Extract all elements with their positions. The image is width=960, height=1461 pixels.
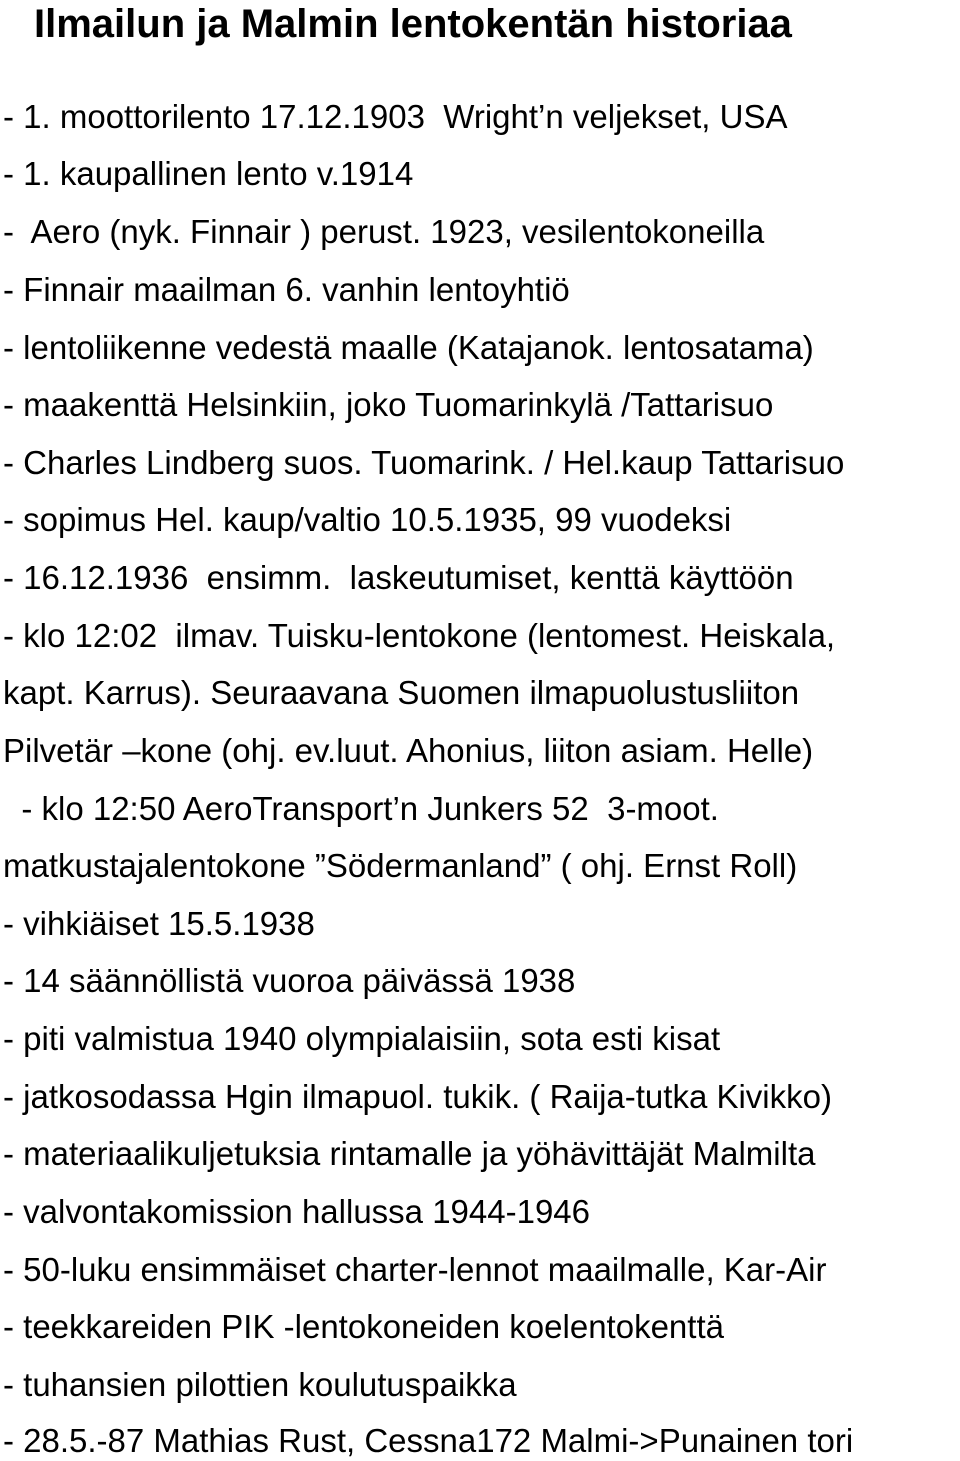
history-line: - 16.12.1936 ensimm. laskeutumiset, kenttä käyttöön [3,559,794,596]
history-line: - klo 12:02 ilmav. Tuisku-lentokone (lentomest. Heiskala, [3,617,836,654]
history-line: - Charles Lindberg suos. Tuomarink. / Hel.kaup Tattarisuo [3,444,845,481]
history-line: - 28.5.-87 Mathias Rust, Cessna172 Malmi->Punainen tori [3,1422,854,1459]
history-line: - 1. moottorilento 17.12.1903 Wright’n veljekset, USA [3,98,788,135]
history-line: - teekkareiden PIK -lentokoneiden koelentokenttä [3,1308,724,1345]
history-line: - piti valmistua 1940 olympialaisiin, sota esti kisat [3,1020,721,1057]
history-line: - klo 12:50 AeroTransport’n Junkers 52 3-moot. [3,790,719,827]
history-line: - vihkiäiset 15.5.1938 [3,905,315,942]
history-line: - materiaalikuljetuksia rintamalle ja yöhävittäjät Malmilta [3,1135,816,1172]
history-line: - lentoliikenne vedestä maalle (Katajanok. lentosatama) [3,329,814,366]
history-line: - sopimus Hel. kaup/valtio 10.5.1935, 99 vuodeksi [3,501,732,538]
history-line: matkustajalentokone ”Södermanland” ( ohj. Ernst Roll) [3,847,798,884]
history-line: - 1. kaupallinen lento v.1914 [3,155,414,192]
history-line: - 50-luku ensimmäiset charter-lennot maailmalle, Kar-Air [3,1251,827,1288]
history-line: - maakenttä Helsinkiin, joko Tuomarinkylä /Tattarisuo [3,386,774,423]
history-line: - 14 säännöllistä vuoroa päivässä 1938 [3,962,576,999]
history-line: - jatkosodassa Hgin ilmapuol. tukik. ( Raija-tutka Kivikko) [3,1078,832,1115]
history-line: kapt. Karrus). Seuraavana Suomen ilmapuolustusliiton [3,674,800,711]
history-line: - Finnair maailman 6. vanhin lentoyhtiö [3,271,570,308]
history-line: Pilvetär –kone (ohj. ev.luut. Ahonius, liiton asiam. Helle) [3,732,814,769]
page-title: Ilmailun ja Malmin lentokentän historiaa [34,2,792,46]
history-line: - Aero (nyk. Finnair ) perust. 1923, vesilentokoneilla [3,213,765,250]
history-line: - tuhansien pilottien koulutuspaikka [3,1366,517,1403]
history-line: - valvontakomission hallussa 1944-1946 [3,1193,591,1230]
